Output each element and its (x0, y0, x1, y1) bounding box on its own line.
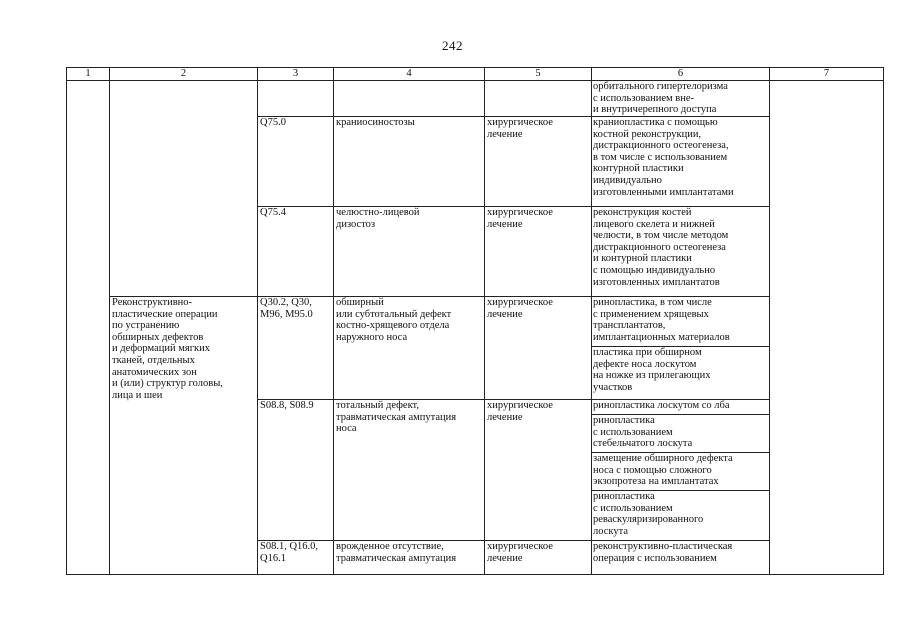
treatment-type-cell: хирургическое лечение (485, 400, 592, 541)
group-description-cell: Реконструктивно- пластические операции по устранению обширных дефектов и деформаций мягких тканей, отдельных анатомических зон и (или) структур головы, лица и шеи (110, 297, 258, 575)
method-cell: краниопластика с помощью костной реконструкции, дистракционного остеогенеза, в том числе с использованием контурной пластики индивидуально изготовленными имплантатами (592, 117, 770, 207)
method-cell: ринопластика с использованием реваскуляризированного лоскута (592, 491, 770, 541)
diagnosis-cell: тотальный дефект, травматическая ампутация носа (334, 400, 485, 541)
diagnosis-code-cell: Q75.4 (258, 207, 334, 297)
method-cell: ринопластика лоскутом со лба (592, 400, 770, 415)
header-cell: 6 (592, 68, 770, 81)
header-cell: 7 (770, 68, 884, 81)
diagnosis-code-cell (258, 81, 334, 117)
diagnosis-code-cell: Q75.0 (258, 117, 334, 207)
diagnosis-cell (334, 81, 485, 117)
treatment-type-cell: хирургическое лечение (485, 207, 592, 297)
diagnosis-cell: краниосиностозы (334, 117, 485, 207)
method-cell: реконструкция костей лицевого скелета и нижней челюсти, в том числе методом дистракционного остеогенеза и контурной пластики с помощью индивидуально изготовленных имплантатов (592, 207, 770, 297)
col-1-cell (67, 81, 110, 575)
method-cell: замещение обширного дефекта носа с помощью сложного экзопротеза на имплантатах (592, 453, 770, 491)
method-cell: пластика при обширном дефекте носа лоскутом на ножке из прилегающих участков (592, 347, 770, 400)
method-cell: орбитального гипертелоризма с использованием вне- и внутричерепного доступа (592, 81, 770, 117)
diagnosis-cell: челюстно-лицевой дизостоз (334, 207, 485, 297)
header-cell: 5 (485, 68, 592, 81)
treatment-type-cell: хирургическое лечение (485, 541, 592, 575)
table-header-row (67, 68, 884, 81)
treatment-type-cell: хирургическое лечение (485, 117, 592, 207)
table-row (67, 297, 884, 347)
method-cell: ринопластика, в том числе с применением хрящевых трансплантатов, имплантационных материалов (592, 297, 770, 347)
diagnosis-code-cell: S08.1, Q16.0, Q16.1 (258, 541, 334, 575)
diagnosis-code-cell: S08.8, S08.9 (258, 400, 334, 541)
method-cell: ринопластика с использованием стебельчатого лоскута (592, 415, 770, 453)
table-row (67, 81, 884, 117)
header-cell: 2 (110, 68, 258, 81)
medical-procedures-table (66, 67, 884, 575)
method-cell: реконструктивно-пластическая операция с использованием (592, 541, 770, 575)
diagnosis-cell: врожденное отсутствие, травматическая ампутация (334, 541, 485, 575)
page-number: 242 (442, 38, 463, 53)
diagnosis-code-cell: Q30.2, Q30, M96, M95.0 (258, 297, 334, 400)
col-2-empty-cell (110, 81, 258, 297)
col-7-cell (770, 81, 884, 575)
header-cell: 3 (258, 68, 334, 81)
diagnosis-cell: обширный или субтотальный дефект костно-хрящевого отдела наружного носа (334, 297, 485, 400)
treatment-type-cell (485, 81, 592, 117)
treatment-type-cell: хирургическое лечение (485, 297, 592, 400)
header-cell: 4 (334, 68, 485, 81)
header-cell: 1 (67, 68, 110, 81)
